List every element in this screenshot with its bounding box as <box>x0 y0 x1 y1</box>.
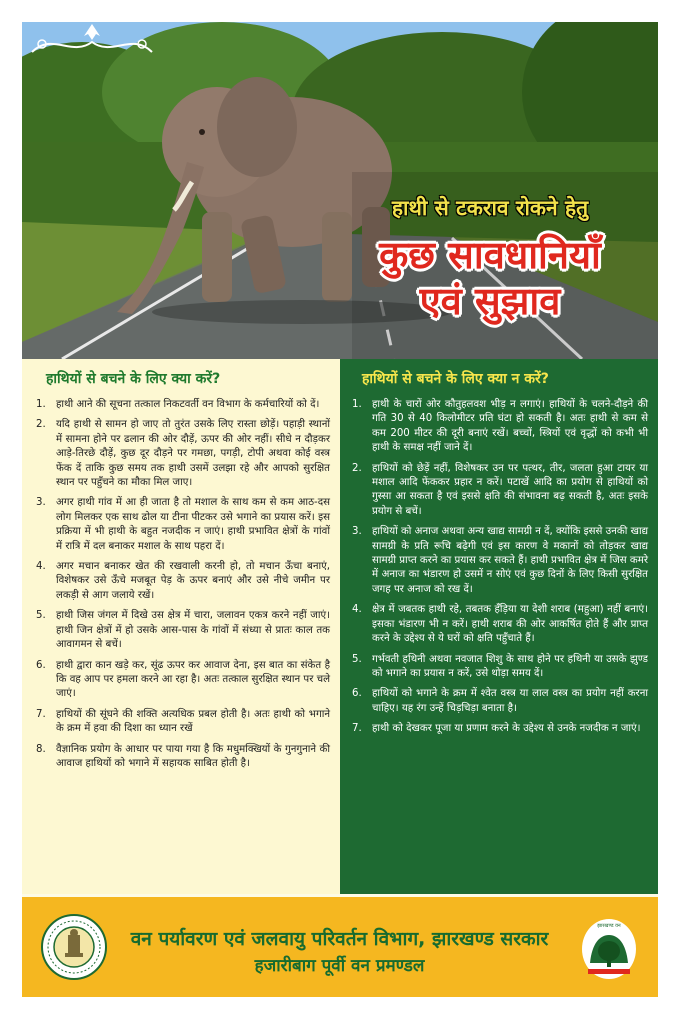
list-item: 7. हाथियों की सूंघने की शक्ति अत्यधिक प्रबल होती है। अतः हाथी को भगाने के क्रम में हवा की दिशा का ध्यान रखें <box>36 708 330 735</box>
list-item: 2. हाथियों को छेड़ें नहीं, विशेषकर उन पर पत्थर, तीर, जलता हुआ टायर या मशाल आदि फेंककर प्रहार न करें। पटाखें आदि का प्रयोग से हाथियों को गुस्सा आ सकता है एवं इससे क्षति की संभावना बढ़ सकती है, अतः इसके प्रयोग से बचें। <box>352 462 648 517</box>
hero-banner <box>22 22 658 359</box>
elephant-logo-icon <box>580 913 638 981</box>
dos-heading: हाथियों से बचने के लिए क्या करें? <box>46 371 221 387</box>
footer-division: हजारीबाग पूर्वी वन प्रमण्डल <box>254 956 425 976</box>
list-item: 3. अगर हाथी गांव में आ ही जाता है तो मशाल के साथ कम से कम आठ-दस लोग मिलकर एक साथ ढोल या टीना पीटकर उसे भगाने का प्रयास करें। इस प्रक्रिया में भी हाथी के बहुत नजदीक न जाएं। हाथी प्रभावित क्षेत्रों के गांवों में रात्रि में दल बनाकर मशाल के साथ पहरा दें। <box>36 497 330 552</box>
list-item: 3. हाथियों को अनाज अथवा अन्य खाद्य सामग्री न दें, क्योंकि इससे उनकी खाद्य सामग्री के प्रति रूचि बढ़ेगी एवं इस कारण वे मकानों को तोड़कर खाद्य सामग्री प्राप्त करने का प्रयास कर सकते हैं। हाथी प्रभावित क्षेत्र में जिस कमरे में अनाज का भंडारण हो उसमें न सोएं एवं कुछ दिनों के लिए किसी सुरक्षित जगह पर अनाज को रख दें। <box>352 526 649 595</box>
hero-heading: हाथी से टकराव रोकने हेतु <box>391 196 589 220</box>
list-item: 5. हाथी जिस जंगल में दिखे उस क्षेत्र में चारा, जलावन एकत्र करने नहीं जाएं। हाथी जिन क्षेत्रों में हो उसके आस-पास के गांवों में संध्या से प्रातः काल तक आवागमन से बचें। <box>36 610 330 651</box>
list-item: 8. वैज्ञानिक प्रयोग के आधार पर पाया गया है कि मधुमक्खियों के गुनगुनाने की आवाज हाथियों को भगाने में सहायक साबित होती है। <box>36 743 330 769</box>
ornament-icon <box>22 22 162 62</box>
state-emblem-icon <box>40 913 108 981</box>
poster <box>22 22 658 997</box>
list-item: 7. हाथी को देखकर पूजा या प्रणाम करने के उद्देश्य से उनके नजदीक न जाएं। <box>352 723 641 735</box>
list-item: 4. अगर मचान बनाकर खेत की रखवाली करनी हो, तो मचान ऊँचा बनाएं, विशेषकर उसे ऊँचे मजबूत पेड़ के ऊपर बनाएं और उसे नीचे जमीन पर लकड़ी से आग जलाये रखें। <box>36 561 330 601</box>
list-item: 6. हाथियों को भगाने के क्रम में श्वेत वस्त्र या लाल वस्त्र का प्रयोग नहीं करना चाहिए। यह रंग उन्हें चिड़चिड़ा बनाता है। <box>352 688 648 714</box>
logo-text: झारखण्ड वन <box>597 923 621 929</box>
list-item: 1. हाथी के चारों ओर कौतुहलवश भीड़ न लगाएं। हाथियों के चलने-दौड़ने की गति 30 से 40 किलोमीटर प्रति घंटा हो सकती है। अतः हाथी से कम से कम 200 मीटर की दूरी बनाएं रखें। बच्चों, स्त्रियों एवं वृद्धों को कभी भी हाथी के समक्ष नहीं जाने दें। <box>352 399 648 454</box>
hero-title <box>322 232 658 324</box>
list-item: 2. यदि हाथी से सामन हो जाए तो तुरंत उसके लिए रास्ता छोड़ें। पहाड़ी स्थानों में सामना होने पर ढलान की ओर दौड़ें, ऊपर की ओर नहीं। सीधे न दौड़कर आड़े-तिरछे दौड़ें, कुछ दूर दौड़ने पर गमछा, पगड़ी, टोपी अथवा कोई वस्त्र फेंक दें ताकि कुछ समय तक हाथी उसमें उलझा रहे और आपको सुरक्षित स्थान पर पहुँचने का मौका मिल जाए। <box>36 419 330 489</box>
footer <box>22 897 658 997</box>
donts-heading: हाथियों से बचने के लिए क्या न करें? <box>362 371 549 387</box>
list-item: 4. क्षेत्र में जबतक हाथी रहे, तबतक हँड़िया या देशी शराब (महुआ) नहीं बनाएं। इसका भंडारण भी न करें। हाथी शराब की ओर आकर्षित होते हैं और प्राप्त करने के उद्देश्य से ये घरों को क्षति पहुँचाते हैं। <box>352 604 648 645</box>
donts-column <box>340 359 658 894</box>
hero-title-line1: कुछ सावधानियाँ <box>379 233 601 277</box>
footer-department: वन पर्यावरण एवं जलवायु परिवर्तन विभाग, झारखण्ड सरकार <box>130 928 549 950</box>
list-item: 6. हाथी द्वारा कान खड़े कर, सूंढ ऊपर कर आवाज देना, इस बात का संकेत है कि वह आप पर हमला करने आ रहा है। अतः तत्काल सुरक्षित स्थान पर चले जाएं। <box>36 659 330 700</box>
donts-list <box>348 398 648 737</box>
dos-list <box>32 398 330 771</box>
list-item: 1. हाथी आने की सूचना तत्काल निकटवर्ती वन विभाग के कर्मचारियों को दें। <box>36 399 320 410</box>
hero-title-line2: एवं सुझाव <box>419 279 561 323</box>
dos-column <box>22 359 340 894</box>
list-item: 5. गर्भवती हथिनी अथवा नवजात शिशु के साथ होने पर हथिनी या उसके झुण्ड को भगाने का प्रयास न करें, उसे थोड़ा समय दें। <box>352 653 648 679</box>
